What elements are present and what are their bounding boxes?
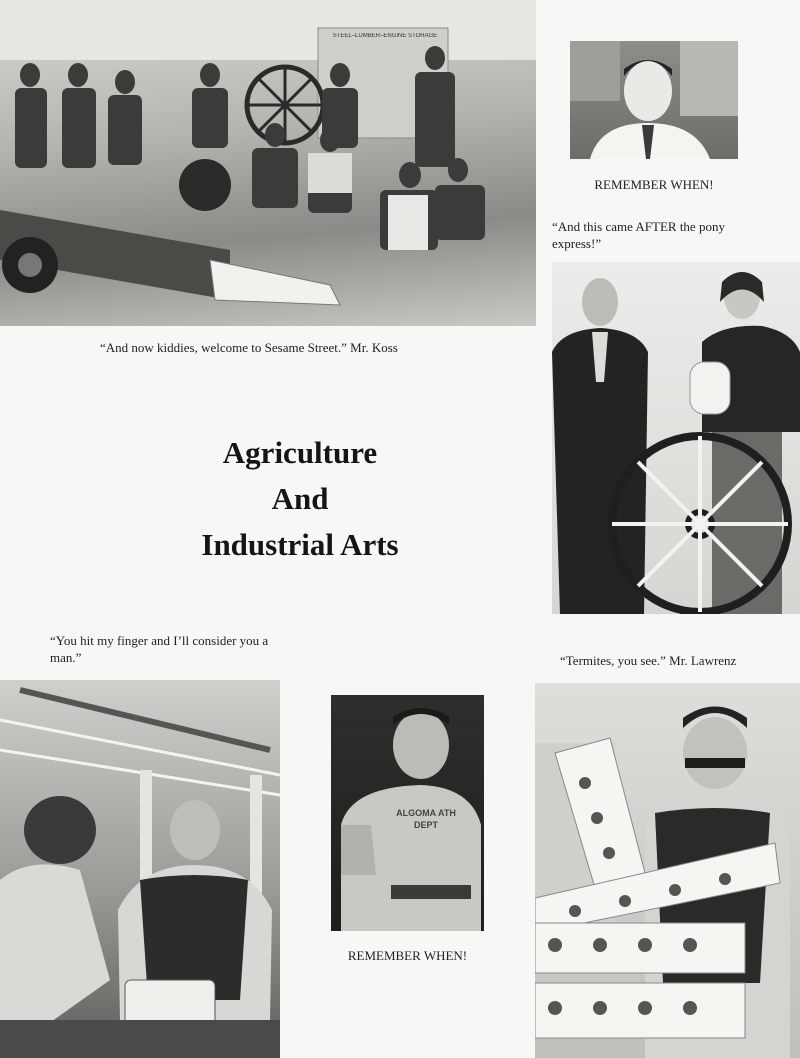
group-photo — [0, 0, 536, 326]
page-title — [150, 430, 450, 568]
caption-termites: “Termites, you see.” Mr. Lawrenz — [560, 653, 737, 668]
workshop-sanding-photo — [0, 680, 280, 1058]
athletic-shirt-photo — [331, 695, 484, 931]
caption-pony-express: “And this came AFTER the pony express!” — [552, 219, 725, 251]
wagon-wheel-photo — [552, 262, 800, 614]
caption-remember-when-top: REMEMBER WHEN! — [594, 177, 714, 192]
storage-sign: STEEL–LUMBER–ENGINE STORAGE — [332, 33, 438, 39]
caption-sesame-street: “And now kiddies, welcome to Sesame Street.” Mr. Koss — [100, 340, 398, 355]
shirt-lettering: ALGOMA ATH DEPT — [396, 808, 456, 830]
caption-remember-when-bottom: REMEMBER WHEN! — [347, 948, 468, 963]
caption-finger: “You hit my finger and I’ll consider you a man.” — [50, 633, 269, 665]
title-line-3: Industrial Arts — [201, 527, 399, 562]
title-line-2: And — [271, 481, 329, 516]
title-line-1: Agriculture — [222, 435, 378, 470]
termites-photo — [535, 683, 800, 1058]
teacher-portrait-photo — [570, 41, 738, 159]
